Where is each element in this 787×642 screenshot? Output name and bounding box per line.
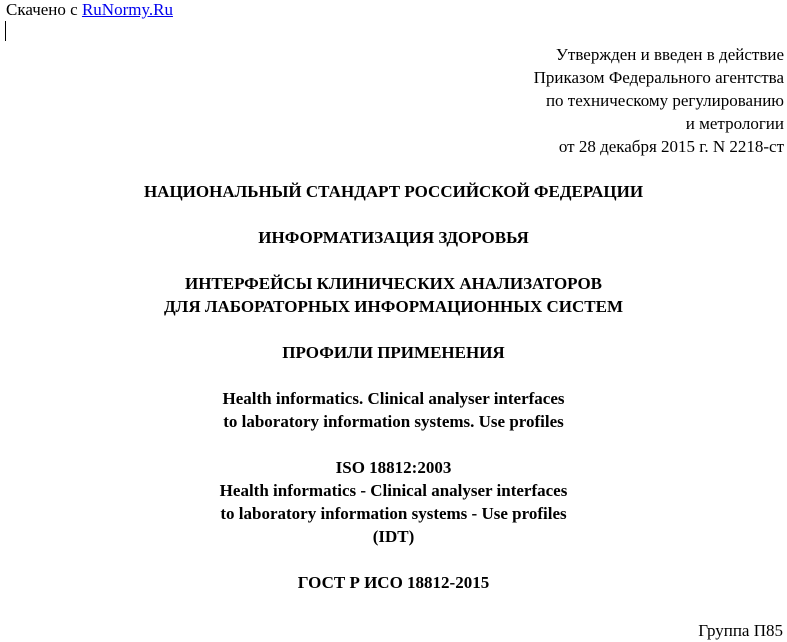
interfaces-title [0,272,787,318]
approval-line: Приказом Федерального агентства [533,68,784,87]
gost-title [0,571,787,594]
interfaces-line-1: ИНТЕРФЕЙСЫ КЛИНИЧЕСКИХ АНАЛИЗАТОРОВ [184,274,603,293]
national-standard-title [0,180,787,203]
english-title-line-2: to laboratory information systems. Use profiles [223,412,564,431]
informatization-title [0,226,787,249]
runormy-link[interactable]: RuNormy.Ru [81,0,173,19]
profiles-text: ПРОФИЛИ ПРИМЕНЕНИЯ [282,343,505,362]
approval-line: по техническому регулированию [545,91,784,110]
english-title [0,387,787,433]
approval-block [534,43,784,158]
profiles-title [0,341,787,364]
iso-title-line-1: Health informatics - Clinical analyser interfaces [219,481,568,500]
approval-line: и метрологии [685,114,784,133]
national-standard-text: НАЦИОНАЛЬНЫЙ СТАНДАРТ РОССИЙСКОЙ ФЕДЕРАЦИИ [143,182,644,201]
gost-text: ГОСТ Р ИСО 18812-2015 [297,573,490,592]
iso-block [0,456,787,548]
approval-line: от 28 декабря 2015 г. N 2218-ст [558,137,784,156]
interfaces-line-2: ДЛЯ ЛАБОРАТОРНЫХ ИНФОРМАЦИОННЫХ СИСТЕМ [163,297,624,316]
idt-label: (IDT) [372,527,415,546]
iso-title-line-2: to laboratory information systems - Use profiles [220,504,567,523]
iso-number: ISO 18812:2003 [335,458,452,477]
text-cursor [5,21,6,41]
informatization-text: ИНФОРМАТИЗАЦИЯ ЗДОРОВЬЯ [258,228,529,247]
english-title-line-1: Health informatics. Clinical analyser interfaces [222,389,565,408]
approval-line: Утвержден и введен в действие [555,45,784,64]
downloaded-prefix: Скачено с [6,0,78,19]
downloaded-from-note [6,0,173,21]
group-label: Группа П85 [698,621,783,640]
